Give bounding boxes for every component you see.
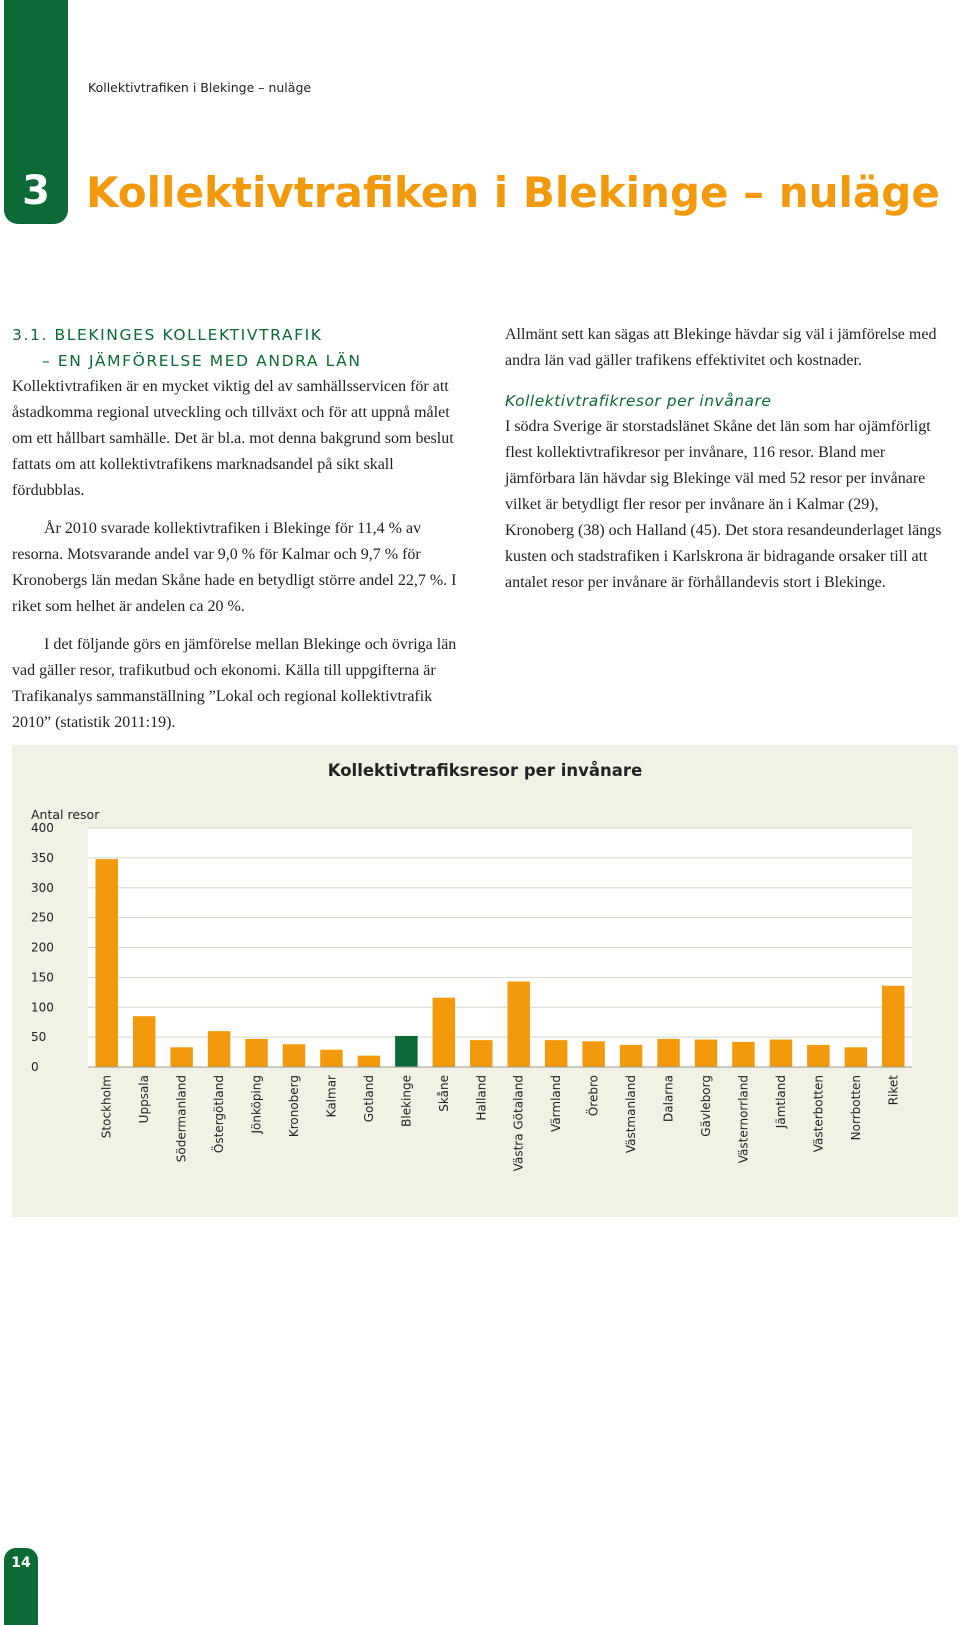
chapter-number: 3: [22, 168, 50, 214]
x-tick-label: Norrbotten: [848, 1075, 863, 1141]
bar: [582, 1041, 604, 1067]
chart-panel: [12, 745, 958, 1217]
paragraph: År 2010 svarade kollektivtrafiken i Blekinge för 11,4 % av resorna. Motsvarande andel var 9,0 % för Kalmar och 9,7 % för Kronobergs län medan Skåne hade en betydligt större andel 22,7 %. I riket som helhet är andelen ca 20 %.: [12, 520, 457, 615]
paragraph: I södra Sverige är storstadslänet Skåne det län som har ojämförligt flest kollektivtrafikresor per invånare, 116 resor. Bland mer jämförbara län hävdar sig Blekinge väl med 52 resor per invånare vilket är betydligt fler resor per invånare än i Kalmar (29), Kronoberg (38) och Halland (45). Det stora resandeunderlaget längs kusten och stadstrafiken i Karlskrona är bidragande orsaker till att antalet resor per invånare är förhållandevis stort i Blekinge.: [505, 418, 942, 591]
x-tick-label: Halland: [474, 1075, 489, 1121]
x-tick-label: Örebro: [586, 1075, 601, 1117]
x-tick-label: Västernorrland: [736, 1075, 751, 1164]
x-tick-label: Blekinge: [399, 1075, 414, 1127]
bar: [845, 1047, 867, 1067]
x-tick-label: Skåne: [436, 1075, 451, 1112]
x-tick-label: Stockholm: [99, 1075, 114, 1139]
section-heading-line1: 3.1. BLEKINGES KOLLEKTIVTRAFIK: [12, 326, 323, 344]
x-tick-label: Jämtland: [773, 1075, 788, 1129]
bar: [433, 998, 455, 1067]
subheading: Kollektivtrafikresor per invånare: [505, 392, 772, 410]
bar: [732, 1042, 754, 1067]
y-tick-label: 0: [31, 1060, 39, 1074]
bar: [95, 859, 117, 1067]
chapter-title: Kollektivtrafiken i Blekinge – nuläge: [86, 168, 940, 217]
y-tick-label: 250: [31, 910, 54, 925]
y-tick-label: 300: [31, 880, 54, 895]
bar: [283, 1044, 305, 1067]
bar: [208, 1031, 230, 1067]
page-number: 14: [11, 1555, 31, 1571]
bar: [395, 1036, 417, 1067]
x-tick-label: Västerbotten: [811, 1075, 826, 1153]
right-column: [505, 322, 945, 596]
x-tick-label: Uppsala: [137, 1075, 152, 1124]
chart-title: Kollektivtrafiksresor per invånare: [327, 761, 643, 780]
x-tick-label: Jönköping: [249, 1075, 264, 1134]
x-tick-label: Kronoberg: [287, 1075, 301, 1138]
y-tick-label: 100: [31, 1000, 54, 1015]
bar: [507, 982, 529, 1067]
bar: [807, 1045, 829, 1067]
bar: [245, 1039, 267, 1067]
bar: [133, 1016, 155, 1067]
x-tick-label: Kalmar: [324, 1075, 339, 1118]
bar: [882, 986, 904, 1067]
x-tick-label: Södermanland: [174, 1075, 189, 1163]
bar: [657, 1039, 679, 1067]
y-tick-label: 50: [31, 1030, 47, 1045]
paragraph: Kollektivtrafiken är en mycket viktig del av samhällsservicen för att åstadkomma regional utveckling och tillväxt och för att uppnå målet om ett hållbart samhälle. Det är bl.a. mot denna bakgrund som beslut fattats om att kollektivtrafikens marknadsandel på sikt skall fördubblas.: [12, 378, 454, 499]
x-tick-label: Östergötland: [212, 1075, 227, 1154]
y-tick-label: 150: [31, 970, 54, 985]
x-tick-label: Västra Götaland: [511, 1075, 526, 1172]
bar-chart: [12, 745, 958, 1217]
x-tick-label: Dalarna: [661, 1075, 676, 1122]
bar: [545, 1040, 567, 1067]
x-tick-label: Gävleborg: [699, 1075, 713, 1137]
bar: [620, 1045, 642, 1067]
left-column: [12, 322, 467, 736]
bar: [170, 1047, 192, 1067]
x-tick-label: Gotland: [361, 1075, 376, 1123]
bar: [358, 1056, 380, 1067]
x-tick-label: Riket: [886, 1075, 901, 1106]
section-heading-line2: – EN JÄMFÖRELSE MED ANDRA LÄN: [42, 352, 362, 370]
x-tick-label: Värmland: [549, 1075, 564, 1132]
bar: [770, 1040, 792, 1067]
bar: [470, 1040, 492, 1067]
paragraph: I det följande görs en jämförelse mellan Blekinge och övriga län vad gäller resor, trafikutbud och ekonomi. Källa till uppgifterna är Trafikanalys sammanställning ”Lokal och regional kollektivtrafik 2010” (statistik 2011:19).: [12, 636, 457, 731]
y-tick-label: 350: [31, 850, 54, 865]
y-axis-label: Antal resor: [31, 807, 100, 822]
paragraph: Allmänt sett kan sägas att Blekinge hävdar sig väl i jämförelse med andra län vad gäller trafikens effektivitet och kostnader.: [505, 326, 937, 369]
y-tick-label: 200: [31, 940, 54, 955]
bar: [320, 1050, 342, 1067]
y-tick-label: 400: [31, 821, 54, 835]
x-tick-label: Västmanland: [624, 1075, 639, 1154]
bar: [695, 1040, 717, 1067]
running-header: Kollektivtrafiken i Blekinge – nuläge: [88, 80, 312, 95]
